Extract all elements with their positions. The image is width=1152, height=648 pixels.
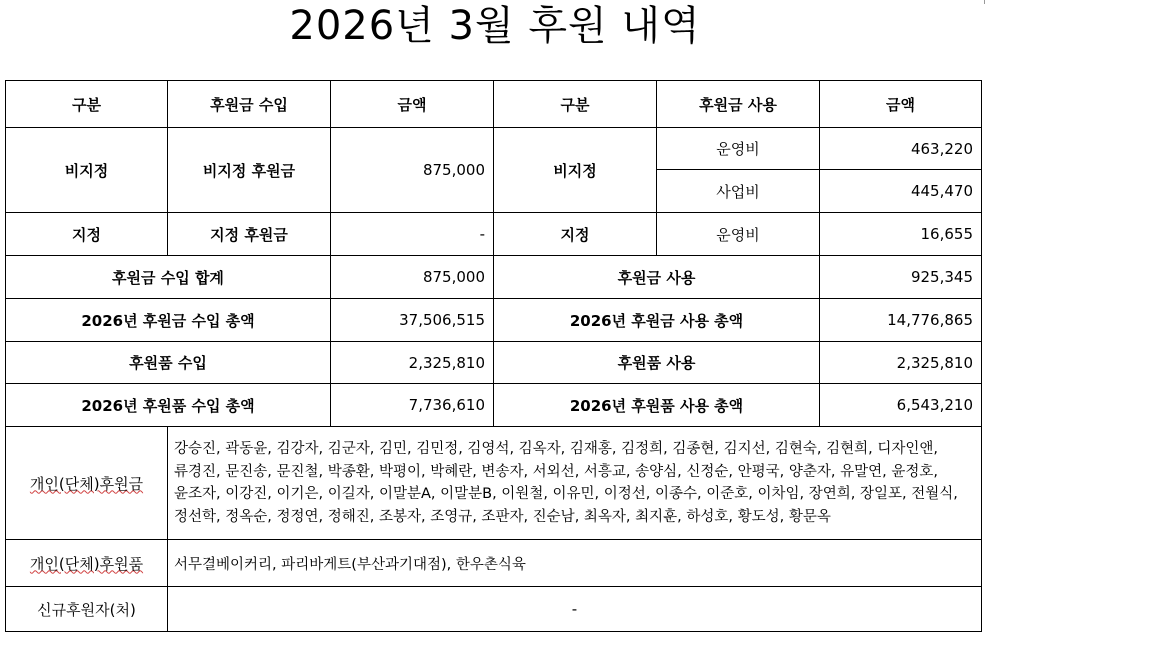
nondesignated-use-label: 운영비	[657, 128, 820, 170]
designated-use-label: 운영비	[657, 213, 820, 256]
header-amount-income: 금액	[331, 81, 494, 128]
designated-use-amount: 16,655	[820, 213, 982, 256]
header-use: 후원금 사용	[657, 81, 820, 128]
page-corner-mark	[984, 0, 985, 4]
designated-income-amount: -	[331, 213, 494, 256]
page-title	[0, 0, 990, 56]
header-amount-use: 금액	[820, 81, 982, 128]
nondesignated-row-1	[6, 128, 982, 170]
new-donors-label: 신규후원자(처)	[6, 587, 168, 632]
nondesignated-income-label: 비지정 후원금	[168, 128, 331, 213]
summary-income-label: 2026년 후원품 수입 총액	[6, 384, 331, 427]
summary-use-amount: 2,325,810	[820, 342, 982, 384]
summary-use-amount: 14,776,865	[820, 299, 982, 342]
donors-row	[6, 427, 982, 540]
summary-row	[6, 384, 982, 427]
summary-use-label: 2026년 후원품 사용 총액	[494, 384, 820, 427]
summary-row	[6, 299, 982, 342]
nondesignated-category: 비지정	[6, 128, 168, 213]
new-donors-row	[6, 587, 982, 632]
summary-income-amount: 875,000	[331, 256, 494, 299]
donation-report-table	[5, 80, 982, 632]
nondesignated-income-amount: 875,000	[331, 128, 494, 213]
goods-items[interactable]: 서무결베이커리, 파리바게트(부산과기대점), 한우촌식육	[168, 540, 982, 587]
summary-row	[6, 342, 982, 384]
summary-income-amount: 7,736,610	[331, 384, 494, 427]
summary-income-label: 후원품 수입	[6, 342, 331, 384]
summary-use-label: 2026년 후원금 사용 총액	[494, 299, 820, 342]
goods-label: 개인(단체)후원품	[6, 540, 168, 587]
designated-use-category: 지정	[494, 213, 657, 256]
summary-use-amount: 925,345	[820, 256, 982, 299]
header-category-use: 구분	[494, 81, 657, 128]
designated-category: 지정	[6, 213, 168, 256]
header-category-income: 구분	[6, 81, 168, 128]
donors-label: 개인(단체)후원금	[6, 427, 168, 540]
nondesignated-use-label: 사업비	[657, 170, 820, 213]
table-header-row	[6, 81, 982, 128]
goods-row	[6, 540, 982, 587]
designated-row	[6, 213, 982, 256]
summary-income-amount: 2,325,810	[331, 342, 494, 384]
summary-income-label: 2026년 후원금 수입 총액	[6, 299, 331, 342]
donors-names[interactable]: 강승진, 곽동윤, 김강자, 김군자, 김민, 김민정, 김영석, 김옥자, 김재홍, 김정희, 김종현, 김지선, 김현숙, 김현희, 디자인앤, 류경진, 문진송, 문진철, 박종환, 박평이, 박혜란, 변송자, 서외선, 서흥교, 송양심, 신정순, 안평국, 양춘자, 유말연, 윤정호, 윤조자, 이강진, 이기은, 이길자, 이말분A, 이말분B, 이원철, 이유민, 이정선, 이종수, 이준호, 이차임, 장연희, 장일포, 전월식, 정선학, 정옥순, 정정연, 정해진, 조봉자, 조영규, 조판자, 진순남, 최옥자, 최지훈, 하성호, 황도성, 황문옥	[168, 427, 982, 540]
summary-use-label: 후원품 사용	[494, 342, 820, 384]
summary-row	[6, 256, 982, 299]
designated-income-label: 지정 후원금	[168, 213, 331, 256]
summary-income-label: 후원금 수입 합계	[6, 256, 331, 299]
page-title-text: 2026년 3월 후원 내역	[289, 3, 701, 49]
summary-use-amount: 6,543,210	[820, 384, 982, 427]
summary-income-amount: 37,506,515	[331, 299, 494, 342]
header-income: 후원금 수입	[168, 81, 331, 128]
nondesignated-use-amount: 463,220	[820, 128, 982, 170]
nondesignated-use-category: 비지정	[494, 128, 657, 213]
summary-use-label: 후원금 사용	[494, 256, 820, 299]
nondesignated-use-amount: 445,470	[820, 170, 982, 213]
new-donors-value[interactable]: -	[168, 587, 982, 632]
